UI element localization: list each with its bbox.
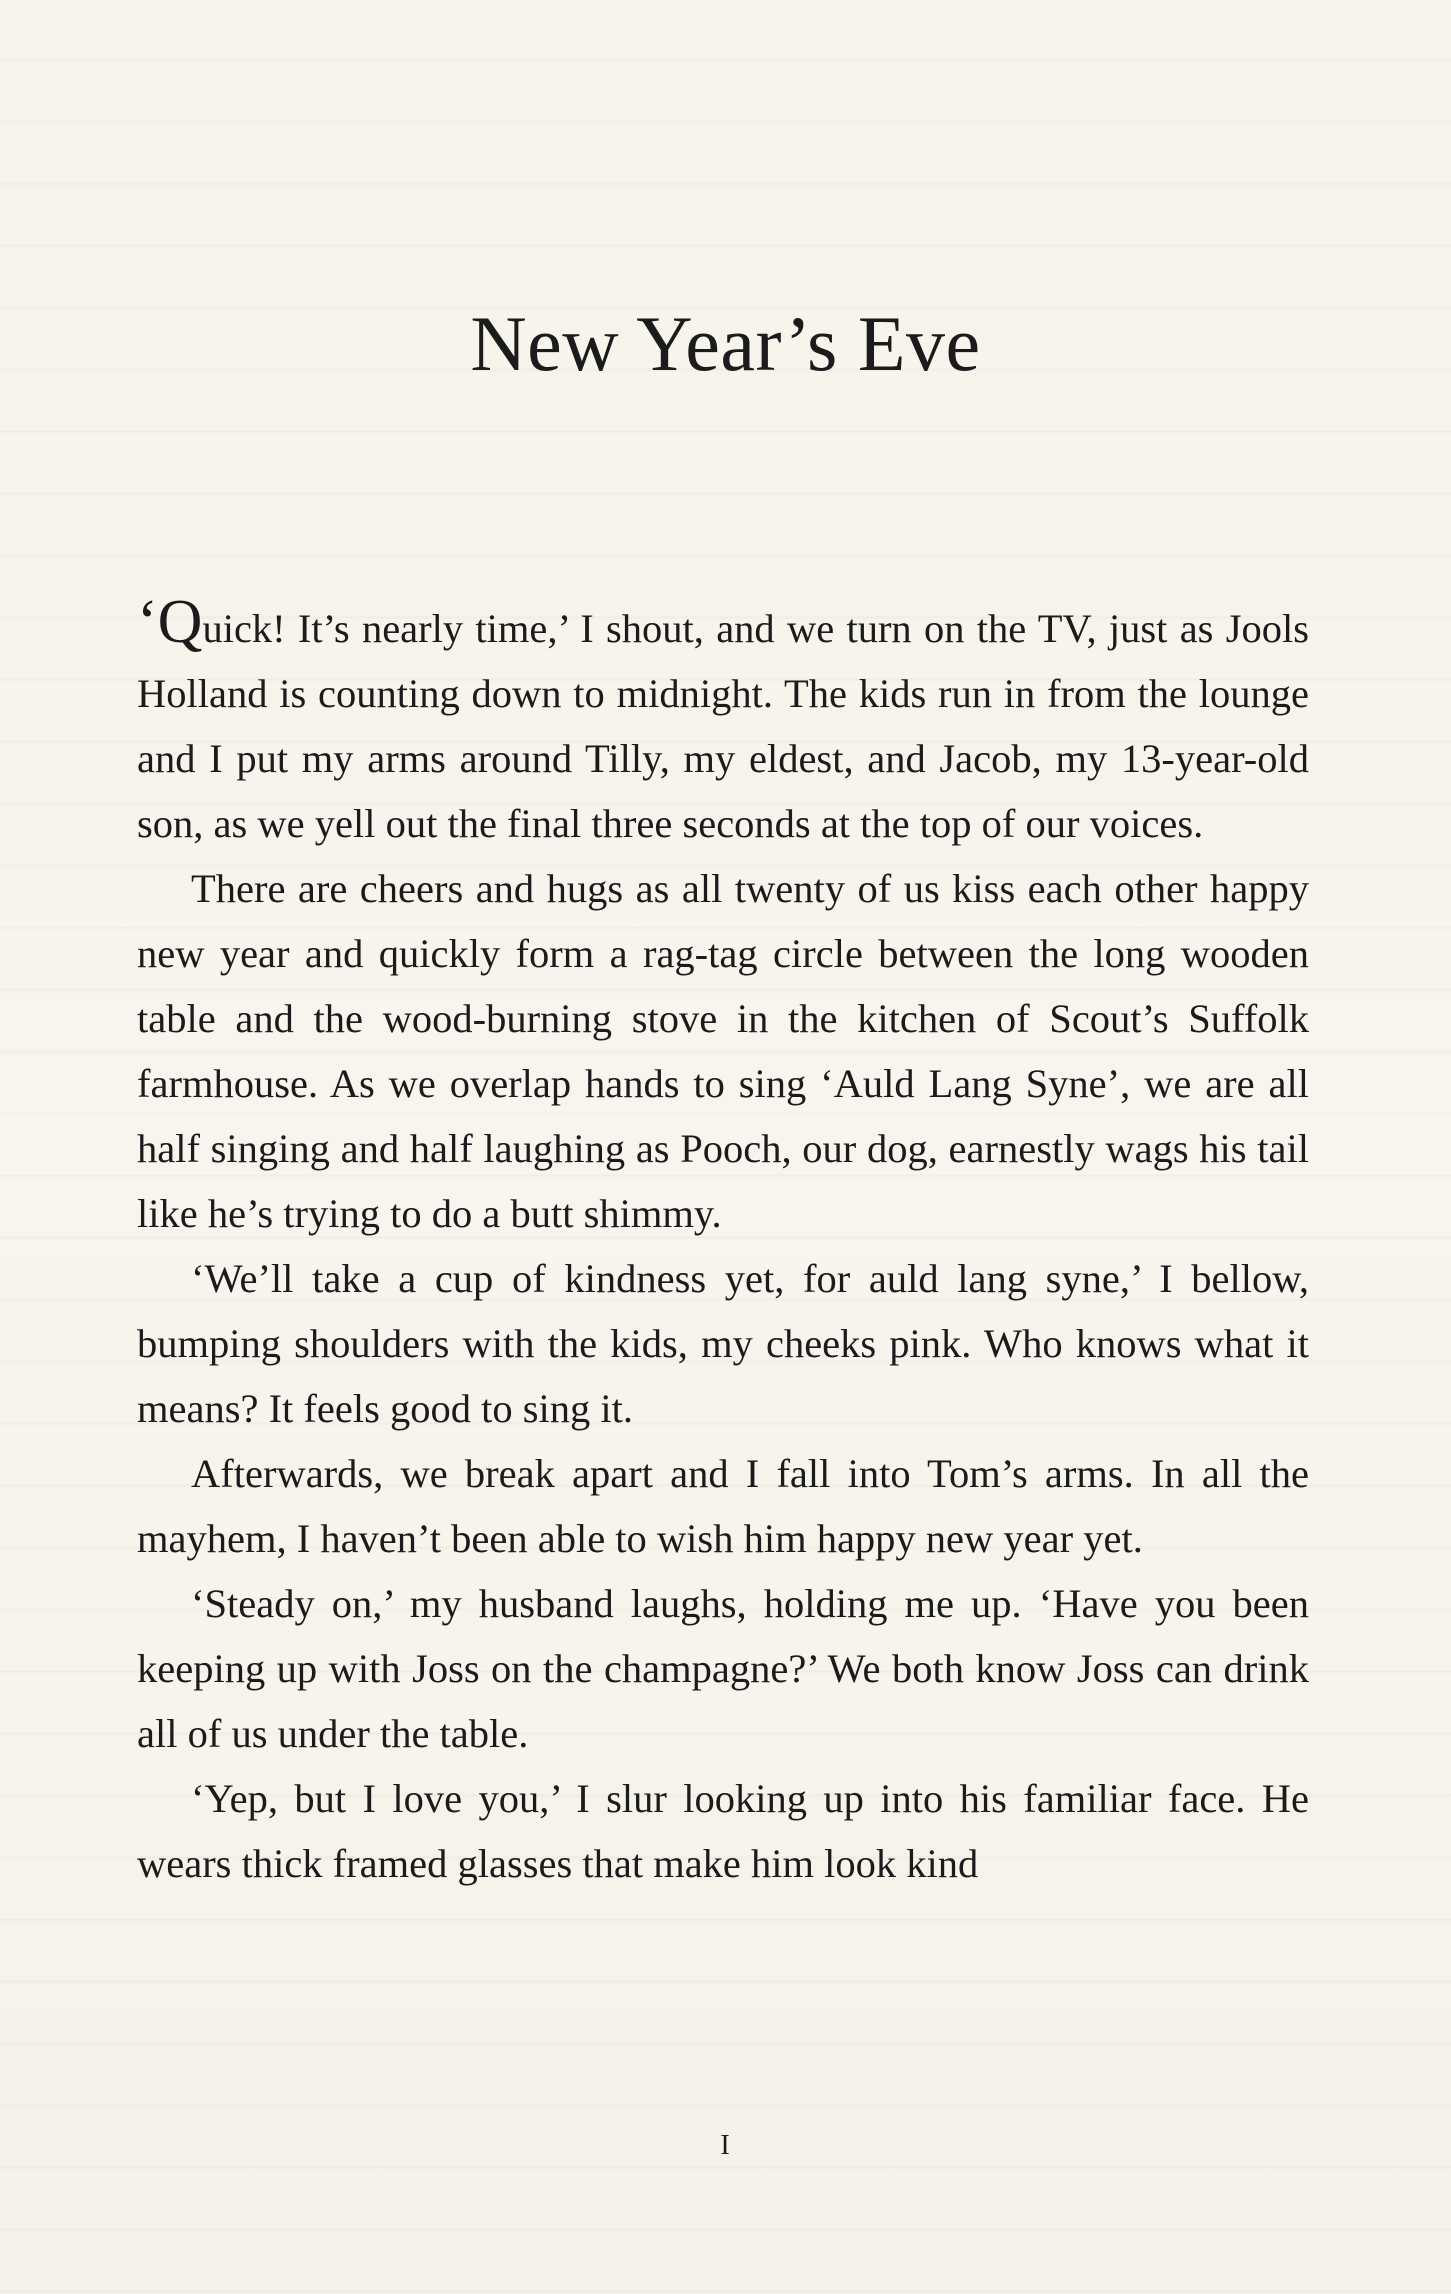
paragraph-2: There are cheers and hugs as all twenty of us kiss each other happy new year and quickly form a rag-tag circle between the long wooden table and the wood-burning stove in the kitchen of Scout’s Suffolk farmhouse. As we overlap hands to sing ‘Auld Lang Syne’, we are all half singing and half laughing as Pooch, our dog, earnestly wags his tail like he’s trying to do a butt shimmy.: [137, 866, 1309, 1236]
drop-cap-letter: Q: [157, 588, 203, 656]
paragraph-4: Afterwards, we break apart and I fall into Tom’s arms. In all the mayhem, I haven’t been able to wish him happy new year yet.: [137, 1451, 1309, 1561]
opening-quote: ‘: [137, 588, 158, 656]
paragraph-6: ‘Yep, but I love you,’ I slur looking up into his familiar face. He wears thick framed glasses that make him look kind: [137, 1776, 1309, 1886]
paragraph-1-text: uick! It’s nearly time,’ I shout, and we turn on the TV, just as Jools Holland is counting down to midnight. The kids run in from the lounge and I put my arms around Tilly, my eldest, and Jacob, my 13-year-old son, as we yell out the final three seconds at the top of our voices.: [137, 606, 1309, 846]
paragraph-3: ‘We’ll take a cup of kindness yet, for auld lang syne,’ I bellow, bumping shoulders with the kids, my cheeks pink. Who knows what it means? It feels good to sing it.: [137, 1256, 1309, 1431]
body-text: [137, 588, 1309, 1896]
paragraph-5: ‘Steady on,’ my husband laughs, holding me up. ‘Have you been keeping up with Joss on the champagne?’ We both know Joss can drink all of us under the table.: [137, 1581, 1309, 1756]
chapter-title: New Year’s Eve: [470, 300, 981, 387]
paragraph-1: [137, 588, 1309, 856]
page-number: I: [720, 2130, 731, 2161]
